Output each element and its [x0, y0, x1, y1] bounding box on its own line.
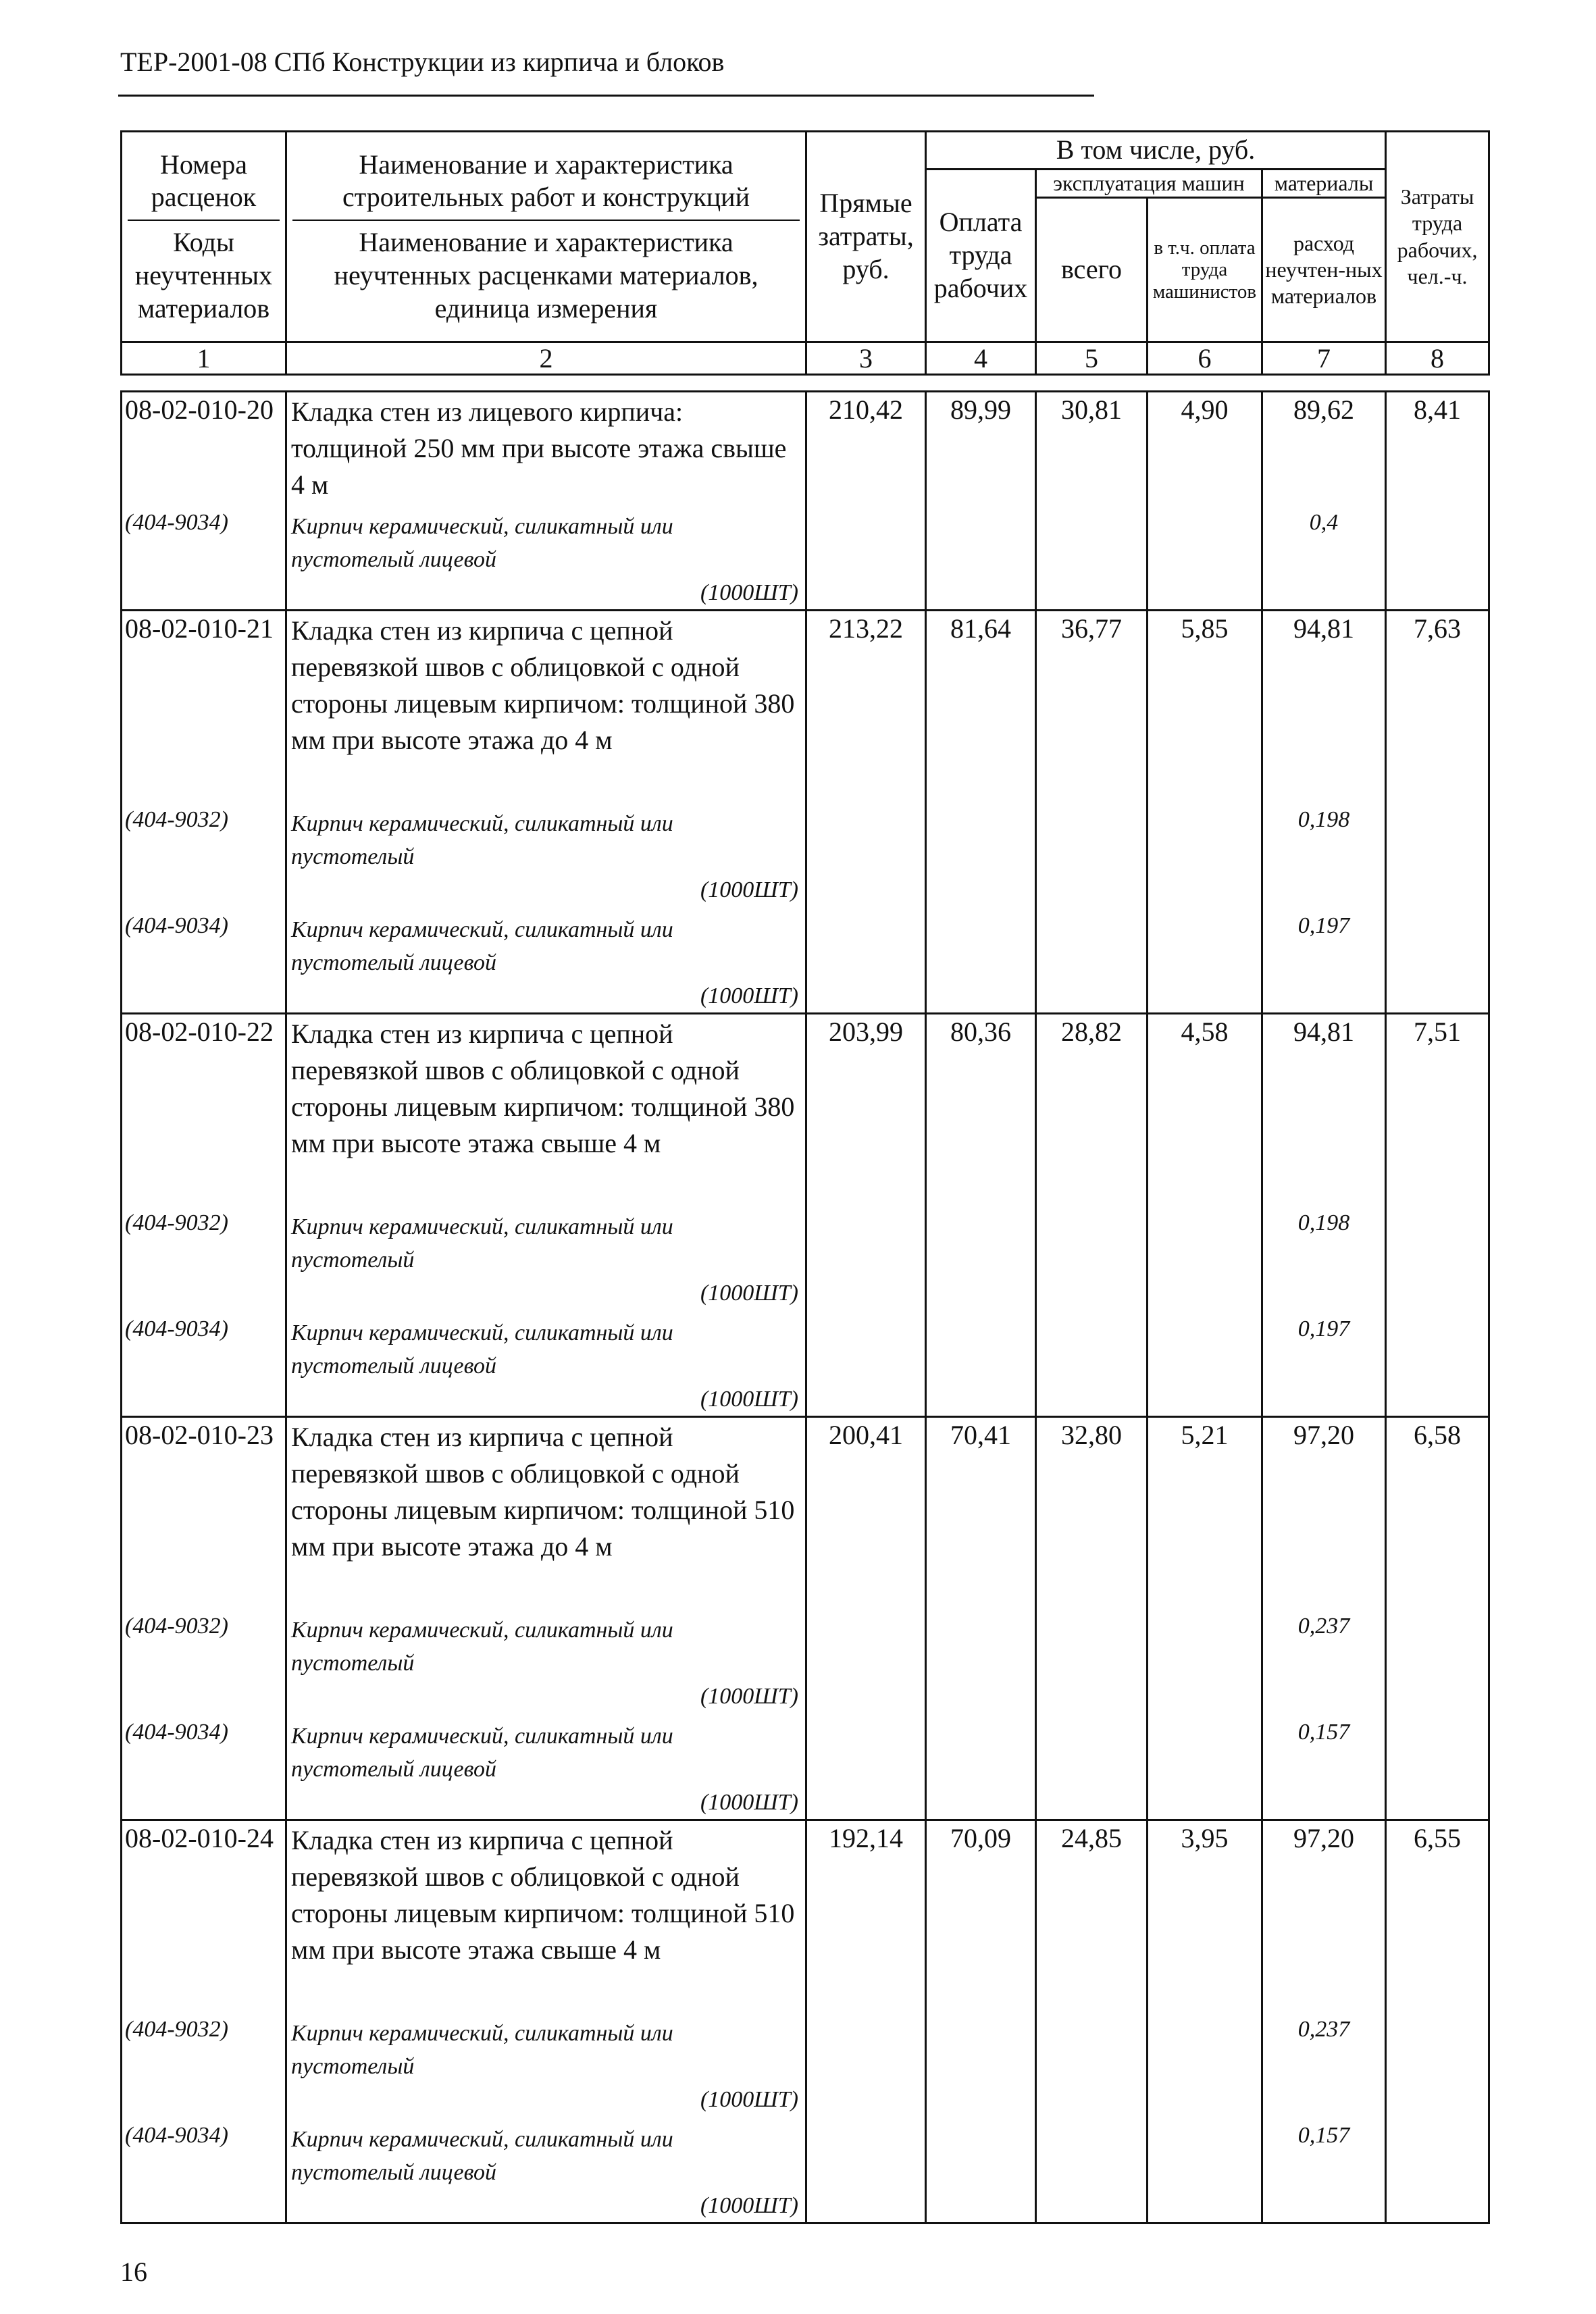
material-code: (404-9034)	[122, 906, 286, 1014]
machinist-pay: 4,58	[1148, 1014, 1262, 1204]
material-description	[286, 906, 806, 1014]
material-description	[286, 800, 806, 906]
materials-cost: 89,62	[1262, 392, 1386, 504]
material-name: Кирпич керамический, силикатный или пустотелый лицевой	[291, 514, 673, 572]
machinist-pay: 5,85	[1148, 611, 1262, 801]
materials-cost: 97,20	[1262, 1820, 1386, 2011]
column-number-5: 5	[1036, 342, 1148, 375]
work-description: Кладка стен из кирпича с цепной перевязкой швов с облицовкой с одной стороны лицевым кирпичом: толщиной 380 мм при высоте этажа свыше 4 м	[286, 1014, 806, 1204]
materials-cost: 97,20	[1262, 1417, 1386, 1608]
labor-pay: 70,09	[926, 1820, 1036, 2011]
material-row	[122, 2116, 1489, 2223]
header-material-description-label: Наименование и характеристика неучтенных расценками материалов, единица измерения	[334, 227, 758, 324]
material-code: (404-9034)	[122, 2116, 286, 2223]
material-quantity: 0,198	[1262, 1204, 1386, 1310]
material-code: (404-9032)	[122, 800, 286, 906]
material-unit: (1000ШТ)	[700, 1387, 798, 1412]
material-name: Кирпич керамический, силикатный или пустотелый	[291, 811, 673, 869]
materials-cost: 94,81	[1262, 611, 1386, 801]
header-group-title: В том числе, руб.	[926, 132, 1386, 170]
material-code: (404-9032)	[122, 1204, 286, 1310]
header-unaccounted-materials: расход неучтен-ных материалов	[1262, 198, 1386, 342]
labor-hours: 7,51	[1386, 1014, 1489, 1204]
material-row	[122, 503, 1489, 611]
material-unit: (1000ШТ)	[700, 2193, 798, 2218]
direct-costs: 192,14	[806, 1820, 926, 2011]
material-unit: (1000ШТ)	[700, 877, 798, 902]
material-quantity: 0,237	[1262, 1607, 1386, 1713]
material-code: (404-9032)	[122, 1607, 286, 1713]
material-name: Кирпич керамический, силикатный или пустотелый	[291, 1214, 673, 1272]
material-quantity: 0,197	[1262, 1310, 1386, 1417]
material-row	[122, 1713, 1489, 1820]
header-work-description-label: Наименование и характеристика строительных работ и конструкций	[342, 149, 750, 213]
table-row	[122, 392, 1489, 504]
material-row	[122, 2010, 1489, 2116]
material-quantity: 0,198	[1262, 800, 1386, 906]
material-row	[122, 800, 1489, 906]
work-description: Кладка стен из лицевого кирпича: толщиной 250 мм при высоте этажа свыше 4 м	[286, 392, 806, 504]
header-direct-costs: Прямые затраты, руб.	[806, 132, 926, 342]
running-head: ТЕР-2001-08 СПб Конструкции из кирпича и блоков	[120, 47, 725, 77]
header-materials: материалы	[1262, 170, 1386, 198]
work-description: Кладка стен из кирпича с цепной перевязкой швов с облицовкой с одной стороны лицевым кирпичом: толщиной 510 мм при высоте этажа до 4 м	[286, 1417, 806, 1608]
machines-total: 36,77	[1036, 611, 1148, 801]
material-row	[122, 1204, 1489, 1310]
labor-hours: 6,55	[1386, 1820, 1489, 2011]
material-description	[286, 1607, 806, 1713]
rate-code: 08-02-010-23	[122, 1417, 286, 1608]
page-number: 16	[120, 2257, 147, 2287]
material-quantity: 0,197	[1262, 906, 1386, 1014]
material-row	[122, 1607, 1489, 1713]
header-labor-pay: Оплата труда рабочих	[926, 170, 1036, 342]
header-rate-codes	[122, 132, 286, 342]
labor-pay: 70,41	[926, 1417, 1036, 1608]
material-quantity: 0,4	[1262, 503, 1386, 611]
material-quantity: 0,157	[1262, 1713, 1386, 1820]
material-description	[286, 2010, 806, 2116]
header-machinist-pay: в т.ч. оплата труда машинистов	[1148, 198, 1262, 342]
header-divider	[292, 220, 800, 221]
header-machines-total: всего	[1036, 198, 1148, 342]
machines-total: 28,82	[1036, 1014, 1148, 1204]
material-name: Кирпич керамический, силикатный или пустотелый лицевой	[291, 1320, 673, 1379]
header-labor-hours: Затраты труда рабочих, чел.-ч.	[1386, 132, 1489, 342]
material-quantity: 0,157	[1262, 2116, 1386, 2223]
rates-table-header	[120, 130, 1490, 376]
machinist-pay: 4,90	[1148, 392, 1262, 504]
material-unit: (1000ШТ)	[700, 983, 798, 1008]
column-number-8: 8	[1386, 342, 1489, 375]
rate-code: 08-02-010-20	[122, 392, 286, 504]
rate-code: 08-02-010-21	[122, 611, 286, 801]
material-description	[286, 503, 806, 611]
column-number-3: 3	[806, 342, 926, 375]
machinist-pay: 3,95	[1148, 1820, 1262, 2011]
column-number-6: 6	[1148, 342, 1262, 375]
material-quantity: 0,237	[1262, 2010, 1386, 2116]
material-code: (404-9034)	[122, 1713, 286, 1820]
work-description: Кладка стен из кирпича с цепной перевязкой швов с облицовкой с одной стороны лицевым кирпичом: толщиной 510 мм при высоте этажа свыше 4 м	[286, 1820, 806, 2011]
material-description	[286, 1713, 806, 1820]
material-name: Кирпич керамический, силикатный или пустотелый лицевой	[291, 917, 673, 975]
material-name: Кирпич керамический, силикатный или пустотелый	[291, 1618, 673, 1676]
direct-costs: 200,41	[806, 1417, 926, 1608]
material-description	[286, 2116, 806, 2223]
material-description	[286, 1204, 806, 1310]
header-work-names	[286, 132, 806, 342]
direct-costs: 203,99	[806, 1014, 926, 1204]
table-row	[122, 1014, 1489, 1204]
material-code: (404-9034)	[122, 503, 286, 611]
header-machines: эксплуатация машин	[1036, 170, 1262, 198]
machines-total: 24,85	[1036, 1820, 1148, 2011]
column-number-2: 2	[286, 342, 806, 375]
table-row	[122, 1417, 1489, 1608]
labor-pay: 81,64	[926, 611, 1036, 801]
header-rule	[118, 95, 1094, 97]
rate-code: 08-02-010-22	[122, 1014, 286, 1204]
header-material-codes-label: Коды неучтенных материалов	[134, 227, 273, 324]
work-description: Кладка стен из кирпича с цепной перевязкой швов с облицовкой с одной стороны лицевым кирпичом: толщиной 380 мм при высоте этажа до 4 м	[286, 611, 806, 801]
machinist-pay: 5,21	[1148, 1417, 1262, 1608]
rate-code: 08-02-010-24	[122, 1820, 286, 2011]
material-row	[122, 1310, 1489, 1417]
column-number-4: 4	[926, 342, 1036, 375]
material-unit: (1000ШТ)	[700, 580, 798, 605]
materials-cost: 94,81	[1262, 1014, 1386, 1204]
material-code: (404-9032)	[122, 2010, 286, 2116]
material-unit: (1000ШТ)	[700, 1790, 798, 1815]
material-name: Кирпич керамический, силикатный или пустотелый лицевой	[291, 2127, 673, 2185]
labor-hours: 7,63	[1386, 611, 1489, 801]
rates-table-body	[120, 390, 1490, 2224]
material-name: Кирпич керамический, силикатный или пустотелый лицевой	[291, 1724, 673, 1782]
direct-costs: 210,42	[806, 392, 926, 504]
direct-costs: 213,22	[806, 611, 926, 801]
header-divider	[128, 220, 280, 221]
material-name: Кирпич керамический, силикатный или пустотелый	[291, 2021, 673, 2079]
table-row	[122, 611, 1489, 801]
header-rate-numbers-label: Номера расценок	[151, 149, 257, 213]
material-description	[286, 1310, 806, 1417]
machines-total: 32,80	[1036, 1417, 1148, 1608]
material-unit: (1000ШТ)	[700, 1684, 798, 1709]
material-code: (404-9034)	[122, 1310, 286, 1417]
labor-pay: 80,36	[926, 1014, 1036, 1204]
labor-hours: 8,41	[1386, 392, 1489, 504]
column-number-7: 7	[1262, 342, 1386, 375]
table-row	[122, 1820, 1489, 2011]
labor-pay: 89,99	[926, 392, 1036, 504]
material-unit: (1000ШТ)	[700, 2087, 798, 2112]
material-unit: (1000ШТ)	[700, 1281, 798, 1306]
material-row	[122, 906, 1489, 1014]
labor-hours: 6,58	[1386, 1417, 1489, 1608]
machines-total: 30,81	[1036, 392, 1148, 504]
column-number-1: 1	[122, 342, 286, 375]
